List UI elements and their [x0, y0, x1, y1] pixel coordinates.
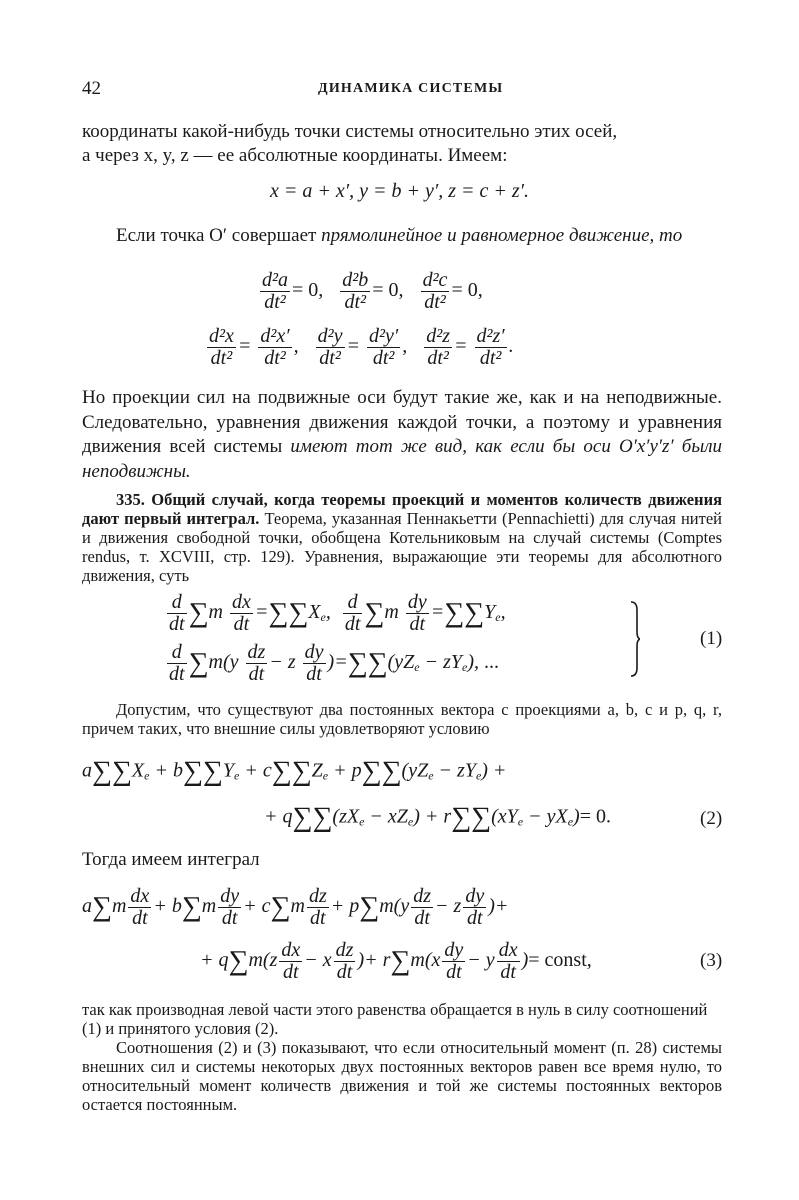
equation-rhs: = 0,: [372, 279, 404, 302]
paragraph-conclusion: [82, 1000, 722, 1114]
equation-label-3: (3): [700, 950, 723, 971]
paragraph-assumption: Допустим, что существуют два постоянных вектора с проекциями a, b, c и p, q, r, причем таких, что внешние силы удовлетворяют условию: [82, 700, 722, 738]
paragraph-then: Тогда имеем интеграл: [82, 849, 260, 870]
text-plain: Если точка O′ совершает: [116, 225, 322, 246]
section-body: Теорема, указанная Пеннакьетти (Pennachietti) для случая нитей и движения свободной точки, обобщена Котельниковым на случай системы (Comptes rendus, т. XCVIII, стр. 129). Уравнения, выражающие эти теоремы для абсолютного движения, суть: [82, 509, 722, 585]
fraction-denominator: dt²: [427, 347, 449, 369]
paragraph-uniform-motion: [82, 224, 722, 248]
fraction-denominator: dt²: [319, 347, 341, 369]
equation-label-1: (1): [700, 628, 723, 649]
fraction-numerator: d²a: [262, 269, 288, 291]
fraction-numerator: d²y: [317, 325, 343, 347]
equation-rhs: = 0.: [579, 805, 611, 828]
fraction-denominator: dt²: [344, 291, 367, 313]
paragraph-line: координаты какой-нибудь точки системы относительно этих осей,: [82, 121, 618, 142]
equation-1-line-2: $\frac{d}{dt}$ ∑m(y $\frac{dz}{dt}$ − z $\frac{dy}{dt}$ )$=\sum\sum(yZ_e - zY_e)$, ...: [169, 641, 500, 685]
equation-label-2: (2): [700, 808, 723, 829]
equation-accel-equal: $\frac{\text{d²x}}{\text{dt²}}$ = $\frac{\text{d²x′}}{\text{dt²}}$ , $\frac{\text{d²y}}{\text{dt²}}$ = $\frac{\text{d²y′}}{\text{dt²}}$ , $\frac{\text{d²z}}{\text{dt²}}$ = $\frac{\text{d²z′}}{\text{dt²}}$ .: [209, 325, 514, 369]
equation-rhs: = 0,: [451, 279, 483, 302]
text-plain: Но проекции сил на подвижные оси будут такие же, как и на неподвижные. Следовательно, уравнения движения каждой точки, а поэтому и уравнения движения всей системы: [82, 387, 722, 457]
fraction-denominator: dt²: [264, 291, 286, 313]
equation-rhs: = 0,: [292, 279, 324, 302]
equation-coordinates: x = a + x′, y = b + y′, z = c + z′.: [269, 180, 530, 202]
fraction-numerator: d²x′: [260, 325, 290, 347]
fraction-denominator: dt²: [264, 347, 286, 369]
equation-3-line-2: + q∑m(z $\frac{dx}{dt}$ − x $\frac{dz}{dt}$ )+ r∑m(x $\frac{dy}{dt}$ − y $\frac{dx}{dt}$ )= const,: [200, 939, 592, 983]
section-335: [82, 490, 722, 585]
paragraph-line: а через x, y, z — ее абсолютные координаты. Имеем:: [82, 145, 508, 166]
running-title: ДИНАМИКА СИСТЕМЫ: [318, 81, 504, 96]
section-heading: 335. Общий случай, когда теоремы проекций и моментов количеств движения дают первый интеграл.: [82, 490, 722, 528]
paragraph-text: Соотношения (2) и (3) показывают, что если относительный момент (п. 28) системы внешних сил и системы некоторых двух постоянных векторов равен все время нулю, то относительный момент количеств движения и той же системы постоянных векторов остается постоянным.: [82, 1038, 722, 1114]
fraction-denominator: dt²: [479, 347, 502, 369]
page-number: 42: [82, 78, 101, 99]
paragraph-moving-axes: [82, 386, 722, 484]
right-brace: [630, 600, 640, 678]
fraction-denominator: dt²: [424, 291, 446, 313]
fraction-numerator: d²z′: [476, 325, 505, 347]
fraction-denominator: dt²: [210, 347, 233, 369]
paragraph-coordinates: [82, 120, 722, 168]
equation-1-line-1: $\frac{d}{dt}$ ∑m $\frac{dx}{dt}$ $=\sum\sum X_e$, $\frac{d}{dt}$ ∑m $\frac{dy}{dt}$ $=\sum\sum Y_e$,: [169, 591, 506, 635]
fraction-numerator: d²b: [342, 269, 369, 291]
fraction-denominator: dt²: [372, 347, 395, 369]
fraction-numerator: d²y′: [369, 325, 399, 347]
equation-ellipsis: ...: [484, 651, 500, 674]
text-italic: имеют тот же вид, как если бы оси O′x′y′z′ были неподвижны.: [82, 436, 722, 482]
fraction-numerator: d²x: [209, 325, 234, 347]
equation-accel-zero: [258, 270, 483, 313]
equation-2-line-2: + $q\sum\sum(zX_e - xZ_e) + r\sum\sum(xY_e - yX_e)= 0$.: [264, 802, 611, 833]
equation-rhs: = const,: [528, 949, 592, 972]
text-italic: прямолинейное и равномерное движение, то: [321, 225, 683, 246]
fraction-numerator: d²z: [426, 325, 451, 347]
paragraph-text: так как производная левой части этого равенства обращается в нуль в силу соотношений (1) и принятого условия (2).: [82, 1000, 708, 1038]
equation-2-line-1: $a\sum\sum X_e + b\sum\sum Y_e + c\sum\sum Z_e + p\sum\sum(yZ_e - zY_e)$ +: [82, 756, 507, 787]
equation-3-line-1: a∑m $\frac{dx}{dt}$ + b∑m $\frac{dy}{dt}$ + c∑m $\frac{dz}{dt}$ + p∑m(y $\frac{dz}{dt}$ − z $\frac{dy}{dt}$ )+: [82, 885, 509, 929]
fraction-numerator: d²c: [422, 269, 448, 291]
